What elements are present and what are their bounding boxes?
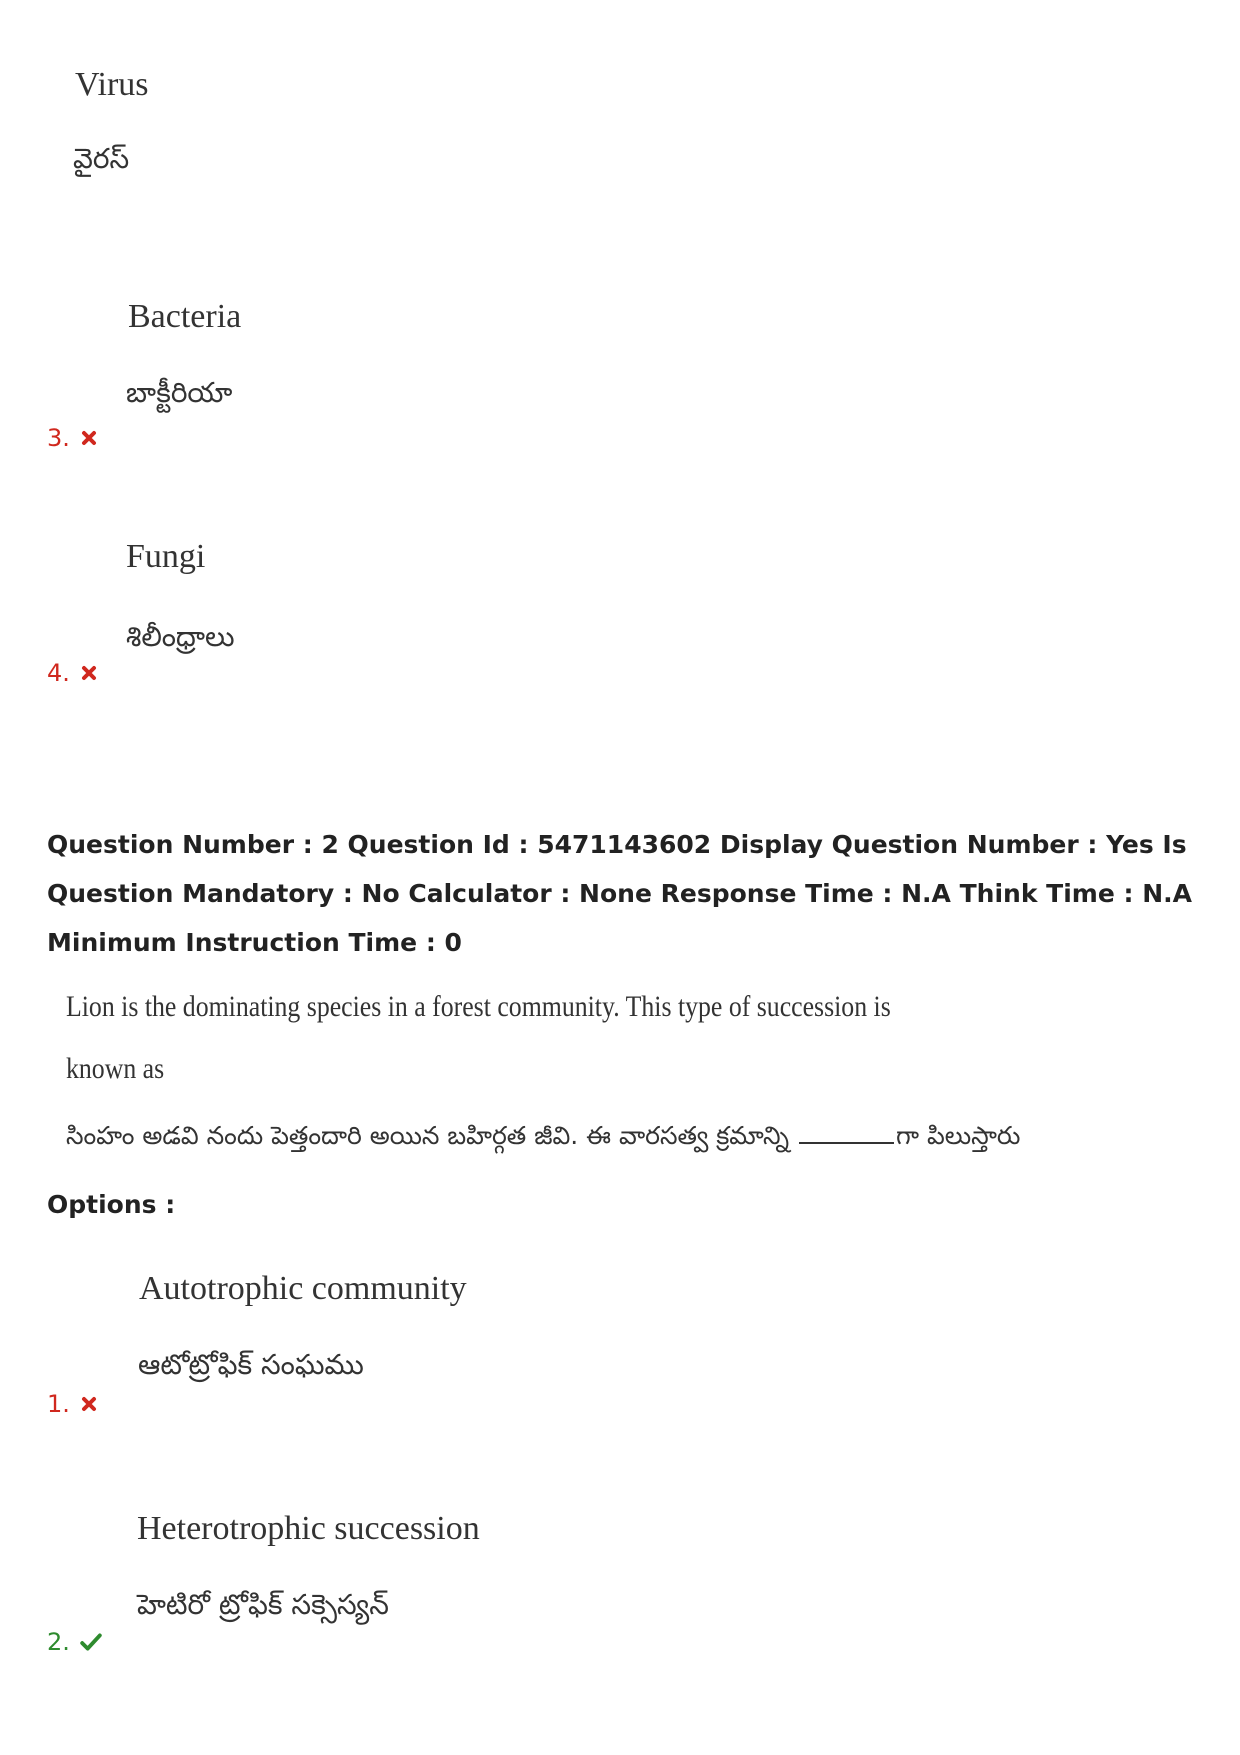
- question-text-te-before: సింహం అడవి నందు పెత్తందారి అయిన బహిర్గత జీవి. ఈ వారసత్వ క్రమాన్ని: [66, 1121, 790, 1150]
- question-text-te: [66, 1120, 1020, 1157]
- option-4-marker: [47, 659, 98, 687]
- option-1-en: Autotrophic community: [139, 1270, 467, 1307]
- option-4-te: శిలీంధ్రాలు: [126, 620, 235, 653]
- option-1-number: 1.: [47, 1390, 70, 1418]
- option-2-en: Heterotrophic succession: [137, 1510, 480, 1547]
- option-4-en: Fungi: [126, 538, 206, 575]
- question-text-en-line1: Lion is the dominating species in a forest community. This type of succession is: [66, 990, 891, 1023]
- option-2-te: హెటిరో ట్రోఫిక్ సక్సెస్యన్: [137, 1588, 389, 1621]
- question-meta: Question Number : 2 Question Id : 5471143602 Display Question Number : Yes Is Question Mandatory : No Calculator : None Response Time : N.A Think Time : N.A Minimum Instruction Time : 0: [47, 830, 1192, 957]
- option-1-te: ఆటోట్రోఫిక్ సంఘము: [138, 1348, 364, 1381]
- option-2-number: 2.: [47, 1628, 70, 1656]
- option-1-marker: [47, 1390, 98, 1418]
- check-icon: [80, 1632, 102, 1652]
- option-3-number: 3.: [47, 424, 70, 452]
- cross-icon: [80, 1395, 98, 1413]
- option-3-en: Bacteria: [128, 298, 242, 335]
- option-virus-en: Virus: [75, 66, 149, 103]
- question-text-en-line2: known as: [66, 1052, 165, 1085]
- question-text-te-after: గా పిలుస్తారు: [896, 1121, 1021, 1150]
- option-3-te: బాక్టీరియా: [126, 376, 233, 409]
- option-2-marker: [47, 1628, 102, 1656]
- option-3-marker: [47, 424, 98, 452]
- cross-icon: [80, 664, 98, 682]
- cross-icon: [80, 429, 98, 447]
- options-label: Options :: [47, 1190, 176, 1219]
- option-virus-te: వైరస్: [73, 142, 130, 175]
- option-4-number: 4.: [47, 659, 70, 687]
- answer-blank: [799, 1120, 894, 1144]
